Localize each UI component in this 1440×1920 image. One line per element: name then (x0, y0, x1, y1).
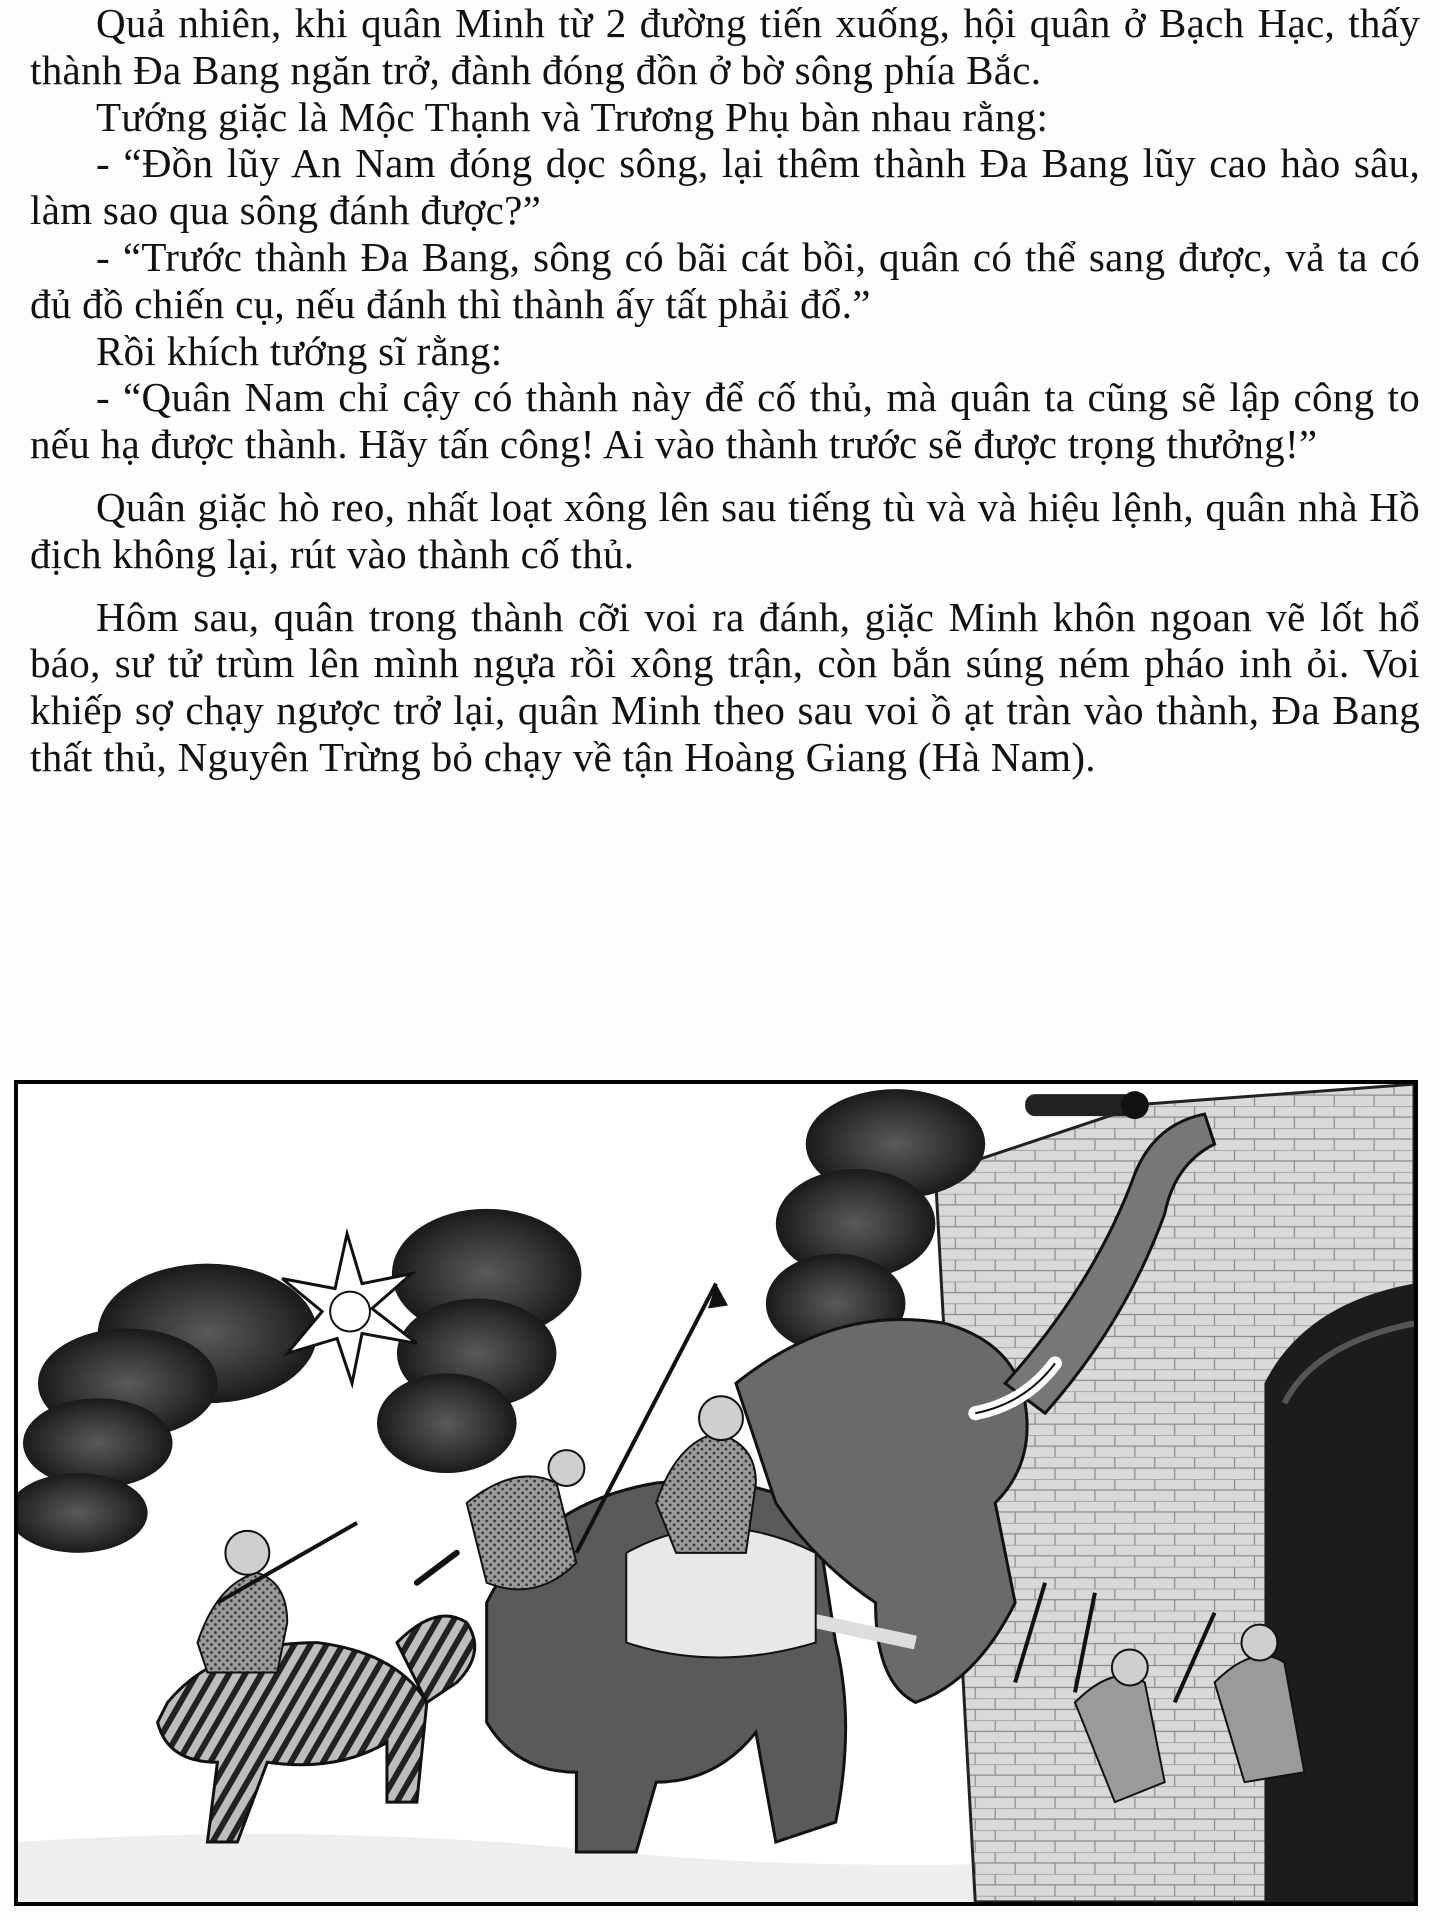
city-wall-icon (935, 1084, 1414, 1902)
paragraph-5: Rồi khích tướng sĩ rằng: (96, 327, 503, 374)
paragraph-1: Quả nhiên, khi quân Minh từ 2 đường tiến xuống, hội quân ở Bạch Hạc, thấy thành Đa Bang ngăn trở, đành đóng đồn ở bờ sông phía Bắc. (30, 0, 1420, 93)
story-text (30, 0, 1420, 781)
paragraph-7: Quân giặc hò reo, nhất loạt xông lên sau tiếng tù và và hiệu lệnh, quân nhà Hồ địch không lại, rút vào thành cố thủ. (30, 483, 1420, 577)
cannon-icon (1025, 1091, 1149, 1119)
battle-illustration-icon (18, 1084, 1414, 1902)
paragraph-4: - “Trước thành Đa Bang, sông có bãi cát bồi, quân có thể sang được, vả ta có đủ đồ chiến cụ, nếu đánh thì thành ấy tất phải đổ.” (30, 233, 1420, 327)
paragraph-8: Hôm sau, quân trong thành cỡi voi ra đánh, giặc Minh khôn ngoan vẽ lốt hổ báo, sư tử trùm lên mình ngựa rồi xông trận, còn bắn súng ném pháo inh ỏi. Voi khiếp sợ chạy ngược trở lại, quân Minh theo sau voi ồ ạt tràn vào thành, Đa Bang thất thủ, Nguyên Trừng bỏ chạy về tận Hoàng Giang (Hà Nam). (30, 593, 1420, 780)
paragraph-2: Tướng giặc là Mộc Thạnh và Trương Phụ bàn nhau rằng: (96, 93, 1049, 140)
paragraph-6: - “Quân Nam chỉ cậy có thành này để cố thủ, mà quân ta cũng sẽ lập công to nếu hạ được thành. Hãy tấn công! Ai vào thành trước sẽ được trọng thưởng!” (30, 374, 1420, 468)
battle-illustration (14, 1080, 1418, 1906)
paragraph-3: - “Đồn lũy An Nam đóng dọc sông, lại thêm thành Đa Bang lũy cao hào sâu, làm sao qua sông đánh được?” (30, 140, 1420, 234)
